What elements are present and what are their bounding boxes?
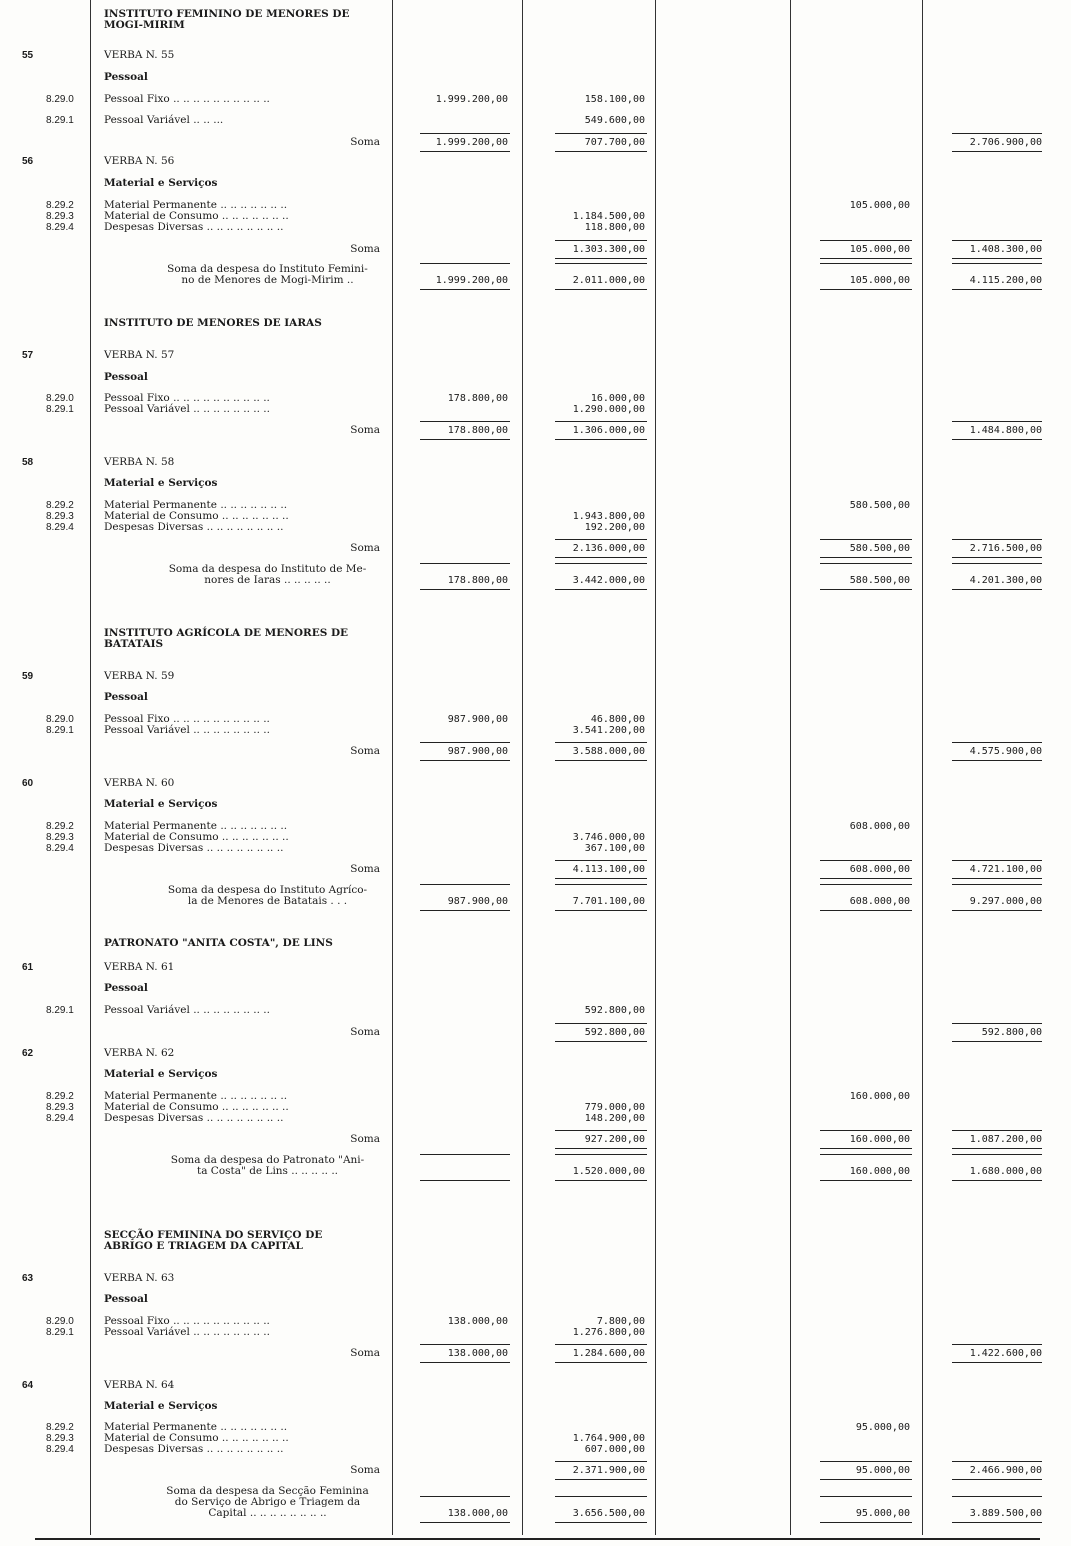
item-amount: 1.290.000,00	[572, 404, 645, 415]
verba-category: Material e Serviços	[104, 477, 218, 489]
verba-category: Material e Serviços	[104, 798, 218, 810]
column-rule	[655, 0, 656, 1535]
item-amount: 987.900,00	[447, 714, 508, 725]
sum-rule	[952, 1130, 1042, 1131]
total-label: Soma da despesa do Patronato "Ani-	[170, 1154, 365, 1166]
sum-rule	[555, 1362, 647, 1363]
sum-rule	[952, 240, 1042, 241]
sum-rule	[555, 1479, 647, 1480]
sum-rule	[952, 1041, 1042, 1042]
total-label: no de Menores de Mogi-Mirim ..	[181, 274, 354, 286]
verba-number: 62	[22, 1048, 34, 1059]
sum-rule	[820, 589, 912, 590]
item-amount: 138.000,00	[447, 1316, 508, 1327]
soma-label: Soma	[350, 424, 380, 436]
item-code: 8.29.3	[46, 832, 74, 843]
soma-amount: 178.800,00	[447, 425, 508, 436]
sum-rule	[952, 1522, 1042, 1523]
sum-rule	[420, 1154, 510, 1155]
sum-rule	[952, 589, 1042, 590]
sum-rule	[952, 884, 1042, 885]
sum-rule	[555, 539, 647, 540]
column-rule	[522, 0, 523, 1535]
sum-rule	[820, 1496, 912, 1497]
section-title: INSTITUTO AGRÍCOLA DE MENORES DE	[104, 627, 349, 639]
total-amount: 3.442.000,00	[572, 575, 645, 586]
verba-category: Pessoal	[104, 1293, 148, 1305]
sum-rule	[555, 910, 647, 911]
soma-amount: 138.000,00	[447, 1348, 508, 1359]
item-code: 8.29.2	[46, 1091, 74, 1102]
item-code: 8.29.2	[46, 500, 74, 511]
soma-amount: 2.706.900,00	[969, 137, 1042, 148]
item-code: 8.29.0	[46, 714, 74, 725]
item-code: 8.29.3	[46, 511, 74, 522]
sum-rule	[820, 910, 912, 911]
sum-rule	[420, 1496, 510, 1497]
sum-rule	[952, 742, 1042, 743]
item-amount: 105.000,00	[849, 200, 910, 211]
verba-number: 61	[22, 962, 34, 973]
soma-amount: 707.700,00	[584, 137, 645, 148]
section-title: ABRIGO E TRIAGEM DA CAPITAL	[104, 1240, 303, 1252]
sum-rule	[555, 760, 647, 761]
sum-rule	[555, 1344, 647, 1345]
total-amount: 1.520.000,00	[572, 1166, 645, 1177]
item-description: Despesas Diversas .. .. .. .. .. .. .. ..	[104, 1112, 284, 1124]
sum-rule	[420, 884, 510, 885]
verba-label: VERBA N. 64	[104, 1379, 175, 1391]
item-amount: 1.999.200,00	[435, 94, 508, 105]
item-code: 8.29.0	[46, 94, 74, 105]
sum-rule	[420, 151, 510, 152]
verba-label: VERBA N. 58	[104, 456, 175, 468]
sum-rule	[952, 263, 1042, 264]
total-label: Soma da despesa do Instituto Femini-	[167, 263, 368, 275]
item-amount: 178.800,00	[447, 393, 508, 404]
item-amount: 1.764.900,00	[572, 1433, 645, 1444]
soma-label: Soma	[350, 1133, 380, 1145]
sum-rule	[420, 1344, 510, 1345]
sum-rule	[420, 133, 510, 134]
soma-amount: 160.000,00	[849, 1134, 910, 1145]
soma-amount: 927.200,00	[584, 1134, 645, 1145]
verba-category: Pessoal	[104, 71, 148, 83]
soma-label: Soma	[350, 863, 380, 875]
sum-rule	[952, 1344, 1042, 1345]
item-code: 8.29.4	[46, 222, 74, 233]
item-code: 8.29.4	[46, 843, 74, 854]
sum-rule	[952, 1479, 1042, 1480]
item-description: Pessoal Fixo .. .. .. .. .. .. .. .. .. ..	[104, 713, 270, 725]
sum-rule	[420, 589, 510, 590]
sum-rule	[952, 1154, 1042, 1155]
item-amount: 549.600,00	[584, 115, 645, 126]
soma-amount: 592.800,00	[584, 1027, 645, 1038]
item-code: 8.29.1	[46, 1327, 74, 1338]
sum-rule	[555, 133, 647, 134]
soma-amount: 1.306.000,00	[572, 425, 645, 436]
item-amount: 95.000,00	[855, 1422, 910, 1433]
verba-label: VERBA N. 57	[104, 349, 175, 361]
section-title: SECÇÃO FEMININA DO SERVIÇO DE	[104, 1229, 323, 1241]
sum-rule	[820, 860, 912, 861]
item-description: Despesas Diversas .. .. .. .. .. .. .. ..	[104, 842, 284, 854]
sum-rule	[820, 563, 912, 564]
item-code: 8.29.2	[46, 1422, 74, 1433]
sum-rule	[820, 1479, 912, 1480]
sum-rule	[952, 760, 1042, 761]
sum-rule	[555, 1522, 647, 1523]
sum-rule	[820, 1130, 912, 1131]
section-title: INSTITUTO FEMININO DE MENORES DE	[104, 8, 350, 20]
sum-rule	[952, 1496, 1042, 1497]
verba-label: VERBA N. 55	[104, 49, 175, 61]
total-label: la de Menores de Batatais . . .	[187, 895, 348, 907]
item-code: 8.29.0	[46, 1316, 74, 1327]
soma-amount: 1.087.200,00	[969, 1134, 1042, 1145]
item-amount: 160.000,00	[849, 1091, 910, 1102]
item-code: 8.29.4	[46, 1113, 74, 1124]
soma-amount: 1.999.200,00	[435, 137, 508, 148]
soma-label: Soma	[350, 136, 380, 148]
item-amount: 592.800,00	[584, 1005, 645, 1016]
column-rule	[392, 0, 393, 1535]
total-amount: 105.000,00	[849, 275, 910, 286]
sum-rule	[420, 760, 510, 761]
soma-amount: 105.000,00	[849, 244, 910, 255]
sum-rule	[555, 289, 647, 290]
total-label: do Serviço de Abrigo e Triagem da	[174, 1496, 361, 1508]
sum-rule	[952, 860, 1042, 861]
item-amount: 118.800,00	[584, 222, 645, 233]
verba-label: VERBA N. 59	[104, 670, 175, 682]
verba-number: 64	[22, 1380, 34, 1391]
soma-label: Soma	[350, 542, 380, 554]
sum-rule	[952, 1461, 1042, 1462]
total-amount: 138.000,00	[447, 1508, 508, 1519]
total-label: Soma da despesa do Instituto Agríco-	[167, 884, 368, 896]
sum-rule	[555, 151, 647, 152]
verba-label: VERBA N. 61	[104, 961, 175, 973]
sum-rule	[555, 878, 647, 879]
sum-rule	[420, 563, 510, 564]
total-amount: 3.889.500,00	[969, 1508, 1042, 1519]
sum-rule	[820, 289, 912, 290]
sum-rule	[952, 258, 1042, 259]
sum-rule	[952, 910, 1042, 911]
total-label: Soma da despesa da Secção Feminina	[166, 1485, 369, 1497]
item-description: Pessoal Variável .. .. .. .. .. .. .. ..	[104, 1004, 270, 1016]
total-amount: 987.900,00	[447, 896, 508, 907]
sum-rule	[555, 1180, 647, 1181]
section-title: MOGI-MIRIM	[104, 19, 185, 31]
item-code: 8.29.0	[46, 393, 74, 404]
sum-rule	[820, 240, 912, 241]
sum-rule	[952, 539, 1042, 540]
item-description: Material de Consumo .. .. .. .. .. .. ..	[104, 1101, 289, 1113]
item-code: 8.29.4	[46, 522, 74, 533]
total-amount: 7.701.100,00	[572, 896, 645, 907]
item-description: Pessoal Fixo .. .. .. .. .. .. .. .. .. ..	[104, 392, 270, 404]
sum-rule	[555, 742, 647, 743]
soma-amount: 95.000,00	[855, 1465, 910, 1476]
item-description: Pessoal Variável .. .. .. .. .. .. .. ..	[104, 1326, 270, 1338]
total-label: Capital .. .. .. .. .. .. .. ..	[208, 1507, 327, 1519]
page-bottom-rule	[35, 1538, 1040, 1540]
soma-amount: 1.284.600,00	[572, 1348, 645, 1359]
verba-label: VERBA N. 60	[104, 777, 175, 789]
item-code: 8.29.4	[46, 1444, 74, 1455]
item-description: Despesas Diversas .. .. .. .. .. .. .. ..	[104, 521, 284, 533]
soma-amount: 592.800,00	[981, 1027, 1042, 1038]
total-amount: 178.800,00	[447, 575, 508, 586]
item-amount: 607.000,00	[584, 1444, 645, 1455]
soma-amount: 987.900,00	[447, 746, 508, 757]
sum-rule	[420, 439, 510, 440]
sum-rule	[952, 289, 1042, 290]
total-amount: 3.656.500,00	[572, 1508, 645, 1519]
total-label: nores de Iaras .. .. .. .. ..	[204, 574, 331, 586]
soma-label: Soma	[350, 243, 380, 255]
item-description: Material Permanente .. .. .. .. .. .. ..	[104, 499, 288, 511]
sum-rule	[820, 884, 912, 885]
soma-amount: 2.371.900,00	[572, 1465, 645, 1476]
verba-number: 63	[22, 1273, 34, 1284]
section-title: BATATAIS	[104, 638, 164, 650]
sum-rule	[555, 263, 647, 264]
soma-label: Soma	[350, 1026, 380, 1038]
item-code: 8.29.3	[46, 1433, 74, 1444]
total-label: Soma da despesa do Instituto de Me-	[168, 563, 367, 575]
item-code: 8.29.1	[46, 115, 74, 126]
item-amount: 46.800,00	[590, 714, 645, 725]
sum-rule	[952, 563, 1042, 564]
item-amount: 1.943.800,00	[572, 511, 645, 522]
item-amount: 779.000,00	[584, 1102, 645, 1113]
sum-rule	[820, 878, 912, 879]
sum-rule	[820, 1148, 912, 1149]
item-description: Material de Consumo .. .. .. .. .. .. ..	[104, 210, 289, 222]
sum-rule	[555, 860, 647, 861]
soma-amount: 608.000,00	[849, 864, 910, 875]
total-amount: 9.297.000,00	[969, 896, 1042, 907]
sum-rule	[555, 1496, 647, 1497]
total-amount: 4.201.300,00	[969, 575, 1042, 586]
section-title: PATRONATO "ANITA COSTA", DE LINS	[104, 937, 333, 949]
sum-rule	[952, 421, 1042, 422]
item-code: 8.29.1	[46, 725, 74, 736]
item-amount: 7.800,00	[596, 1316, 645, 1327]
section-title: INSTITUTO DE MENORES DE IARAS	[104, 317, 322, 329]
sum-rule	[820, 1461, 912, 1462]
soma-label: Soma	[350, 1347, 380, 1359]
sum-rule	[952, 133, 1042, 134]
soma-amount: 1.422.600,00	[969, 1348, 1042, 1359]
sum-rule	[555, 258, 647, 259]
sum-rule	[555, 1130, 647, 1131]
soma-amount: 1.303.300,00	[572, 244, 645, 255]
verba-label: VERBA N. 63	[104, 1272, 175, 1284]
verba-number: 56	[22, 156, 34, 167]
item-description: Pessoal Variável .. .. ...	[104, 114, 224, 126]
item-code: 8.29.2	[46, 200, 74, 211]
sum-rule	[555, 421, 647, 422]
sum-rule	[820, 258, 912, 259]
total-amount: 95.000,00	[855, 1508, 910, 1519]
sum-rule	[555, 1154, 647, 1155]
sum-rule	[952, 1148, 1042, 1149]
item-code: 8.29.3	[46, 211, 74, 222]
item-amount: 608.000,00	[849, 821, 910, 832]
item-description: Pessoal Variável .. .. .. .. .. .. .. ..	[104, 403, 270, 415]
soma-amount: 4.113.100,00	[572, 864, 645, 875]
item-description: Material Permanente .. .. .. .. .. .. ..	[104, 820, 288, 832]
sum-rule	[820, 1154, 912, 1155]
sum-rule	[820, 1522, 912, 1523]
item-description: Despesas Diversas .. .. .. .. .. .. .. ..	[104, 1443, 284, 1455]
sum-rule	[555, 1461, 647, 1462]
sum-rule	[555, 884, 647, 885]
item-amount: 192.200,00	[584, 522, 645, 533]
verba-number: 57	[22, 350, 34, 361]
sum-rule	[420, 1180, 510, 1181]
sum-rule	[555, 589, 647, 590]
item-amount: 1.184.500,00	[572, 211, 645, 222]
soma-amount: 2.136.000,00	[572, 543, 645, 554]
total-label: ta Costa" de Lins .. .. .. .. ..	[196, 1165, 339, 1177]
soma-amount: 1.408.300,00	[969, 244, 1042, 255]
verba-label: VERBA N. 56	[104, 155, 175, 167]
item-amount: 148.200,00	[584, 1113, 645, 1124]
sum-rule	[555, 1148, 647, 1149]
total-amount: 2.011.000,00	[572, 275, 645, 286]
sum-rule	[952, 557, 1042, 558]
sum-rule	[555, 439, 647, 440]
item-code: 8.29.1	[46, 1005, 74, 1016]
soma-amount: 580.500,00	[849, 543, 910, 554]
verba-category: Pessoal	[104, 982, 148, 994]
item-description: Pessoal Fixo .. .. .. .. .. .. .. .. .. ..	[104, 93, 270, 105]
total-amount: 580.500,00	[849, 575, 910, 586]
total-amount: 608.000,00	[849, 896, 910, 907]
verba-number: 59	[22, 671, 34, 682]
total-amount: 160.000,00	[849, 1166, 910, 1177]
sum-rule	[820, 263, 912, 264]
sum-rule	[952, 1362, 1042, 1363]
soma-amount: 1.484.800,00	[969, 425, 1042, 436]
sum-rule	[420, 910, 510, 911]
item-amount: 367.100,00	[584, 843, 645, 854]
sum-rule	[820, 557, 912, 558]
item-description: Material de Consumo .. .. .. .. .. .. ..	[104, 831, 289, 843]
sum-rule	[952, 439, 1042, 440]
item-description: Material Permanente .. .. .. .. .. .. ..	[104, 199, 288, 211]
item-amount: 16.000,00	[590, 393, 645, 404]
item-description: Material de Consumo .. .. .. .. .. .. ..	[104, 1432, 289, 1444]
sum-rule	[420, 421, 510, 422]
sum-rule	[420, 742, 510, 743]
verba-number: 58	[22, 457, 34, 468]
sum-rule	[952, 151, 1042, 152]
verba-number: 60	[22, 778, 34, 789]
soma-amount: 2.716.500,00	[969, 543, 1042, 554]
item-code: 8.29.2	[46, 821, 74, 832]
item-description: Material Permanente .. .. .. .. .. .. ..	[104, 1090, 288, 1102]
column-rule	[90, 0, 91, 1535]
item-description: Pessoal Fixo .. .. .. .. .. .. .. .. .. ..	[104, 1315, 270, 1327]
sum-rule	[555, 563, 647, 564]
item-amount: 3.541.200,00	[572, 725, 645, 736]
sum-rule	[952, 1023, 1042, 1024]
total-amount: 1.680.000,00	[969, 1166, 1042, 1177]
item-amount: 580.500,00	[849, 500, 910, 511]
soma-amount: 4.575.900,00	[969, 746, 1042, 757]
verba-category: Material e Serviços	[104, 177, 218, 189]
sum-rule	[820, 539, 912, 540]
soma-amount: 4.721.100,00	[969, 864, 1042, 875]
soma-amount: 2.466.900,00	[969, 1465, 1042, 1476]
sum-rule	[420, 289, 510, 290]
item-amount: 1.276.800,00	[572, 1327, 645, 1338]
sum-rule	[820, 1180, 912, 1181]
verba-category: Pessoal	[104, 691, 148, 703]
item-code: 8.29.1	[46, 404, 74, 415]
sum-rule	[555, 557, 647, 558]
sum-rule	[555, 240, 647, 241]
item-description: Despesas Diversas .. .. .. .. .. .. .. ..	[104, 221, 284, 233]
sum-rule	[952, 878, 1042, 879]
verba-category: Material e Serviços	[104, 1068, 218, 1080]
column-rule	[790, 0, 791, 1535]
item-code: 8.29.3	[46, 1102, 74, 1113]
verba-category: Pessoal	[104, 371, 148, 383]
item-description: Material Permanente .. .. .. .. .. .. ..	[104, 1421, 288, 1433]
verba-number: 55	[22, 50, 34, 61]
sum-rule	[952, 1180, 1042, 1181]
verba-category: Material e Serviços	[104, 1400, 218, 1412]
sum-rule	[420, 1362, 510, 1363]
soma-amount: 3.588.000,00	[572, 746, 645, 757]
verba-label: VERBA N. 62	[104, 1047, 175, 1059]
item-amount: 158.100,00	[584, 94, 645, 105]
column-rule	[922, 0, 923, 1535]
soma-label: Soma	[350, 1464, 380, 1476]
total-amount: 4.115.200,00	[969, 275, 1042, 286]
sum-rule	[555, 1041, 647, 1042]
total-amount: 1.999.200,00	[435, 275, 508, 286]
item-description: Material de Consumo .. .. .. .. .. .. ..	[104, 510, 289, 522]
sum-rule	[555, 1023, 647, 1024]
sum-rule	[420, 263, 510, 264]
item-amount: 3.746.000,00	[572, 832, 645, 843]
soma-label: Soma	[350, 745, 380, 757]
sum-rule	[420, 1522, 510, 1523]
item-description: Pessoal Variável .. .. .. .. .. .. .. ..	[104, 724, 270, 736]
